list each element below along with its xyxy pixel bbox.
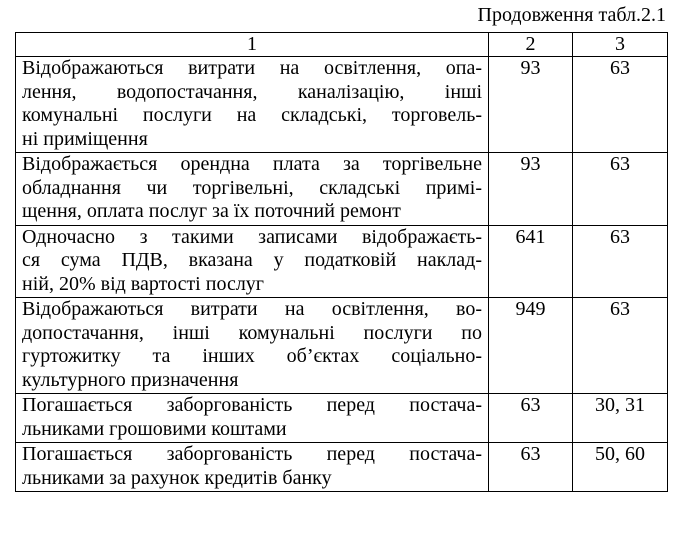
description-line: обладнання чи торгівельні, складські примі- [22, 176, 482, 199]
column-3-value: 50, 60 [573, 443, 668, 492]
table-row [16, 394, 668, 443]
operation-description [16, 57, 489, 153]
column-3-value: 63 [573, 298, 668, 394]
column-2-value: 63 [489, 443, 573, 492]
column-3-value: 63 [573, 153, 668, 226]
header-cell-3: 3 [573, 33, 668, 57]
table-row [16, 57, 668, 153]
table-row [16, 153, 668, 226]
description-line: комунальні послуги на складські, торговель- [22, 104, 482, 126]
accounting-table [15, 32, 668, 492]
column-2-value: 949 [489, 298, 573, 394]
description-line: ся сума ПДВ, вказана у податковій наклад- [22, 249, 482, 271]
table-row [16, 225, 668, 298]
column-2-value: 93 [489, 153, 573, 226]
description-line: Погашається заборгованість перед постача- [22, 394, 482, 416]
description-line: лення, водопостачання, каналізацію, інші [22, 80, 482, 103]
description-line: льниками грошовими коштами [22, 417, 287, 440]
header-cell-1: 1 [16, 33, 489, 57]
operation-description [16, 225, 489, 298]
column-3-value: 30, 31 [573, 394, 668, 443]
description-line: Відображаються витрати на освітлення, опа- [22, 57, 482, 79]
description-line: Відображається орендна плата за торгівельне [22, 153, 482, 175]
column-2-value: 63 [489, 394, 573, 443]
column-2-value: 641 [489, 225, 573, 298]
operation-description [16, 394, 489, 443]
description-line: Відображаються витрати на освітлення, во- [22, 298, 482, 320]
table-row [16, 443, 668, 492]
description-line: гуртожитку та інших об’єктах соціально- [22, 345, 482, 367]
description-line: культурного призначення [22, 368, 239, 391]
description-line: льниками за рахунок кредитів банку [22, 466, 332, 489]
operation-description [16, 153, 489, 226]
table-row [16, 298, 668, 394]
description-line: щення, оплата послуг за їх поточний ремонт [22, 200, 401, 222]
column-2-value: 93 [489, 57, 573, 153]
description-line: ній, 20% від вартості послуг [22, 272, 265, 295]
operation-description [16, 443, 489, 492]
column-3-value: 63 [573, 57, 668, 153]
description-line: допостачання, інші комунальні послуги по [22, 321, 482, 344]
description-line: Одночасно з такими записами відображаєть- [22, 225, 482, 248]
description-line: Погашається заборгованість перед постача- [22, 443, 482, 465]
header-row [16, 33, 668, 57]
header-cell-2: 2 [489, 33, 573, 57]
description-line: ні приміщення [22, 127, 148, 150]
column-3-value: 63 [573, 225, 668, 298]
operation-description [16, 298, 489, 394]
table-caption: Продовження табл.2.1 [477, 4, 666, 26]
